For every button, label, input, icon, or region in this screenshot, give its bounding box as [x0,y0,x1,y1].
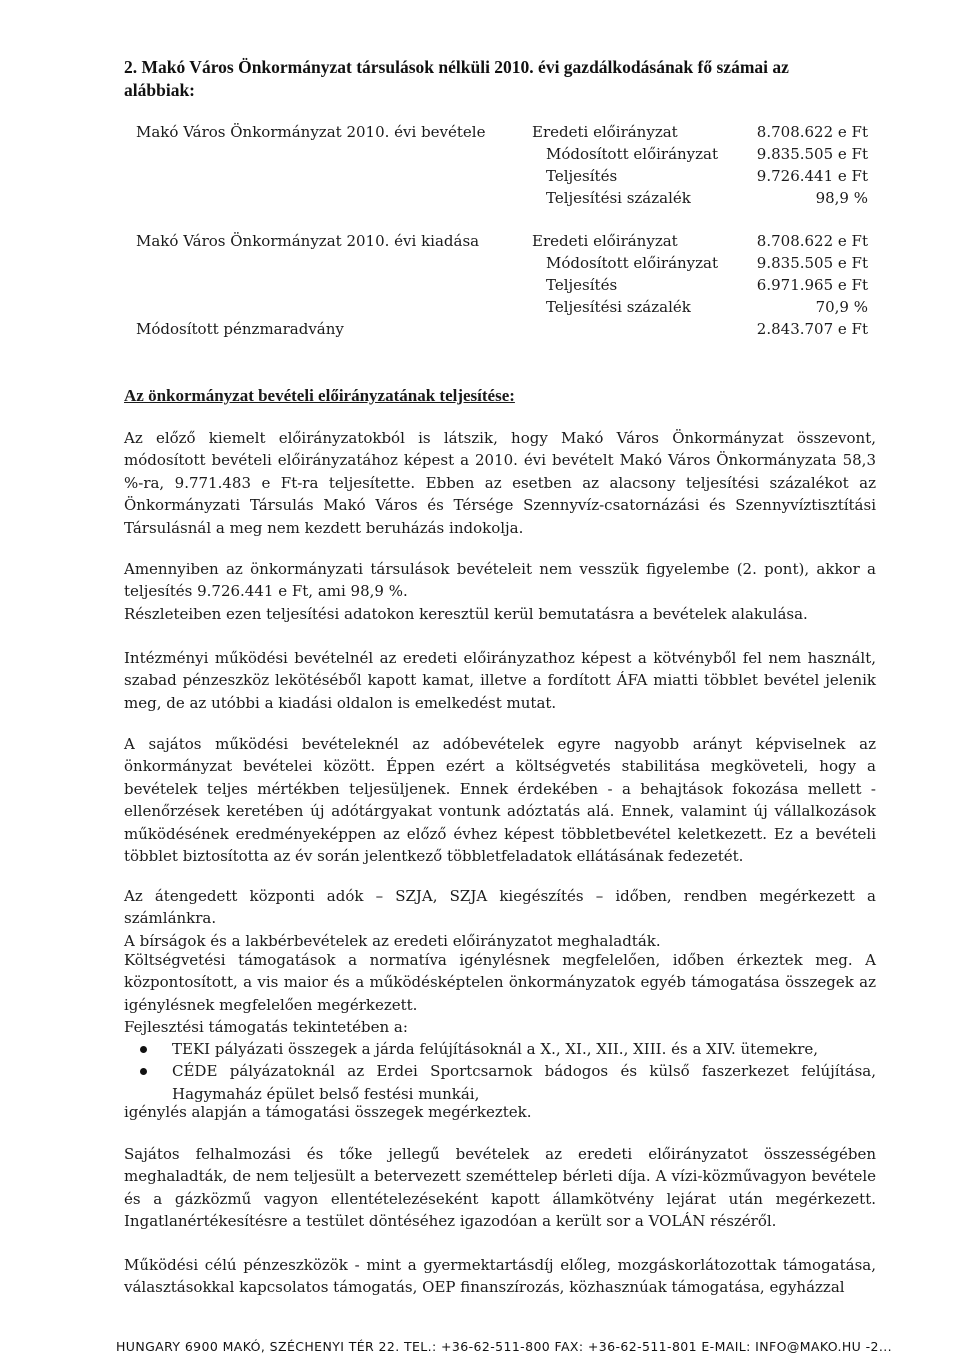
revenue-row-name: Teljesítési százalék [546,189,691,207]
paragraph: Az előző kiemelt előirányzatokból is látszik, hogy Makó Város Önkormányzat összevont, módosított bevételi előirányzatához képest a 2010. évi bevételt Makó Város Önkormányzata 58,3 %-ra, 9.771.483 e Ft-ra teljesítette. Ebben az esetben az alacsony teljesítési százalékot az Önkormányzati Társulás Makó Város és Térsége Szennyvíz-csatornázási és Szennyvíztisztítási Társulásnál a meg nem kezdett beruházás indokolja. [124,429,876,537]
paragraph: A bírságok és a lakbérbevételek az eredeti előirányzatot meghaladták. [124,931,661,950]
revenue-row-value: 8.708.622 e Ft [756,123,868,141]
paragraph: Fejlesztési támogatás tekintetében a: [124,1018,408,1037]
list-item-text: TEKI pályázati összegek a járda felújításoknál a X., XI., XII., XIII. és a XIV. ütemekre, [172,1040,819,1058]
bullet-icon [140,1046,147,1053]
paragraph-block [124,885,876,952]
expense-label: Makó Város Önkormányzat 2010. évi kiadása [136,232,480,250]
expense-row-value: 6.971.965 e Ft [756,276,868,294]
paragraph: Működési célú pénzeszközök - mint a gyermektartásdíj előleg, mozgáskorlátozottak támogatása, választásokkal kapcsolatos támogatás, OEP finanszírozás, közhasznúak támogatása, egyházzal [124,1256,876,1297]
expense-row-name: Eredeti előirányzat [532,232,678,250]
paragraph: igénylés alapján a támogatási összegek megérkeztek. [124,1103,532,1121]
list-item-text: CÉDE pályázatoknál az Erdei Sportcsarnok bádogos és külső faszerkezet felújítása, Hagymaház épület belső festési munkái, [172,1062,876,1103]
list-item [124,1060,876,1105]
paragraph: A sajátos működési bevételeknél az adóbevételek egyre nagyobb arányt képviselnek az önkormányzat bevételei között. Éppen ezért a költségvetés stabilitása megköveteli, hogy a bevételek teljes mértékben teljesüljenek. Ennek érdekében - a behajtások fokozása mellett - ellenőrzések keretében új adótárgyakat vontunk adóztatás alá. Ennek, valamint új vállalkozások működésének eredményeképpen az előző évhez képest többletbevétel keletkezett. Ez a bevételi többlet biztosította az év során jelentkező többletfeladatok ellátásának fedezetét. [124,735,876,866]
expense-row-name: Teljesítési százalék [546,298,691,316]
revenue-row-value: 98,9 % [815,189,868,207]
paragraph: Amennyiben az önkormányzati társulások bevételeit nem vesszük figyelembe (2. pont), akkor a teljesítés 9.726.441 e Ft, ami 98,9 %. [124,560,876,601]
revenue-row-name: Eredeti előirányzat [532,123,678,141]
expense-row-value: 8.708.622 e Ft [756,232,868,250]
residual-label: Módosított pénzmaradvány [136,320,344,338]
list-item [124,1038,876,1060]
bullet-list [124,1038,876,1105]
revenue-row-name: Teljesítés [546,167,618,185]
paragraph: Intézményi működési bevételnél az eredeti előirányzathoz képest a kötvényből fel nem használt, szabad pénzeszköz lekötéséből kapott kamat, illetve a fordított ÁFA miatti többlet bevétel jelenik meg, de az utóbbi a kiadási oldalon is emelkedést mutat. [124,649,876,712]
expense-row-name: Teljesítés [546,276,618,294]
paragraph: Sajátos felhalmozási és tőke jellegű bevételek az eredeti előirányzatot összességében meghaladták, de nem teljesült a betervezett szeméttelep bérleti díja. A vízi-közművagyon bevétele és a gázközmű vagyon ellentételezéseként kapott államkötvény lejárat után megérkezett. Ingatlanértékesítésre a testület döntéséhez igazodóan a került sor a VOLÁN részéről. [124,1145,876,1231]
revenue-row-name: Módosított előirányzat [546,145,719,163]
expense-row-name: Módosított előirányzat [546,254,719,272]
expense-summary [136,230,876,342]
subsection-title: Az önkormányzat bevételi előirányzatának teljesítése: [124,386,515,405]
paragraph: Költségvetési támogatások a normatíva igénylésnek megfelelően, időben érkeztek meg. A központosított, a vis maior és a működésképtelen önkormányzatok egyéb támogatása összegek az igénylésnek megfelelően megérkezett. [124,951,876,1014]
expense-row-value: 9.835.505 e Ft [756,254,868,272]
paragraph-block [124,558,876,625]
paragraph-block [124,949,876,1039]
revenue-row-value: 9.726.441 e Ft [756,167,868,185]
expense-row-value: 70,9 % [815,298,868,316]
revenue-summary [136,121,876,211]
residual-value: 2.843.707 e Ft [756,320,868,338]
paragraph: Részleteiben ezen teljesítési adatokon keresztül kerül bemutatásra a bevételek alakulása. [124,604,808,623]
revenue-label: Makó Város Önkormányzat 2010. évi bevétele [136,123,486,141]
paragraph: Az átengedett központi adók – SZJA, SZJA kiegészítés – időben, rendben megérkezett a számlánkra. [124,887,876,928]
bullet-icon [140,1068,147,1075]
page-footer: HUNGARY 6900 MAKÓ, SZÉCHENYI TÉR 22. TEL.: +36-62-511-800 FAX: +36-62-511-801 E-MAIL: INFO@MAKO.HU -2... [116,1339,892,1354]
revenue-row-value: 9.835.505 e Ft [756,145,868,163]
section-heading: 2. Makó Város Önkormányzat társulások nélküli 2010. évi gazdálkodásának fő számai az alábbiak: [124,57,789,100]
